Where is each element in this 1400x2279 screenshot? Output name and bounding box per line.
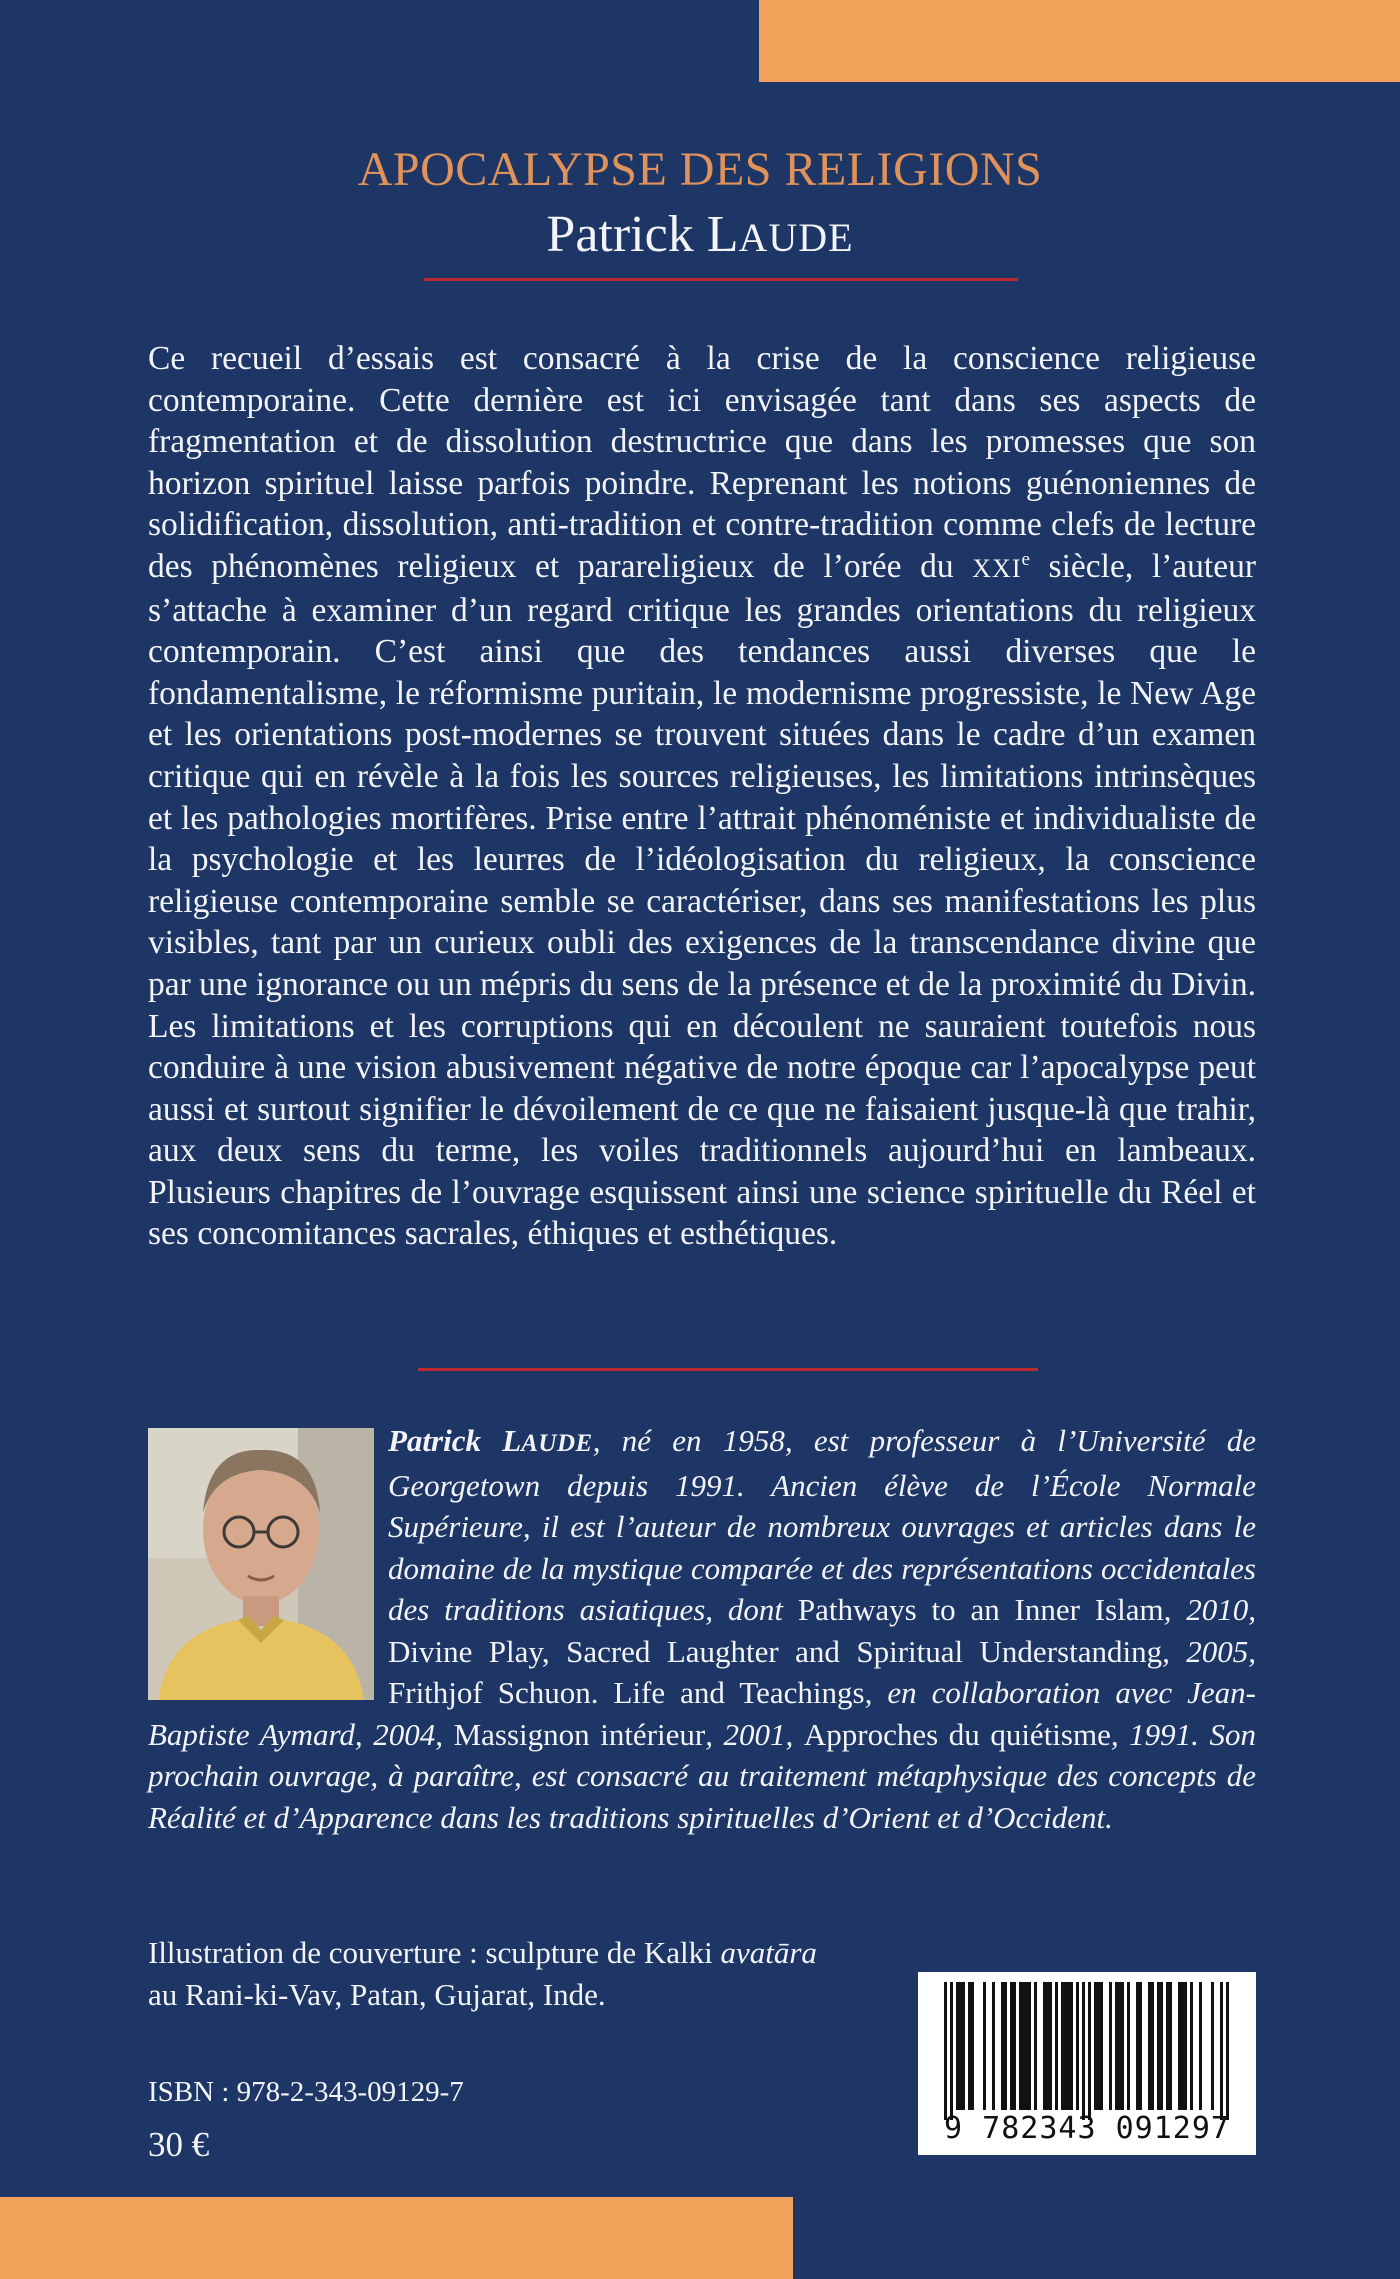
barcode-bar xyxy=(1139,1982,1142,2110)
barcode-bar xyxy=(1064,1982,1067,2110)
barcode-bar xyxy=(1046,1982,1049,2110)
summary-part2: siècle, l’auteur s’attache à examiner d’un regard critique les grandes orientations du religieux contemporain. C’est ainsi que des tendances aussi diverses que le fondamentalisme, le réformisme puritain, le modernisme progressiste, le New Age et les orientations post-modernes se trouvent situées dans le cadre d’un examen critique qui en révèle à la fois les sources religieuses, les limitations intrinsèques et les pathologies mortifères. Prise entre l’attrait phénoméniste et individualiste de la psychologie et les leurres de l’idéologisation du religieux, la conscience religieuse contemporaine semble se caractériser, dans ses manifestations les plus visibles, tant par un curieux oubli des exigences de la transcendance divine que par une ignorance ou un mépris du sens de la présence et de la proximité du Divin. Les limitations et les corruptions qui en découlent ne sauraient toutefois nous conduire à une vision abusivement négative de notre époque car l’apocalypse peut aussi et surtout signifier le dévoilement de ce que ne faisaient jusque-là que trahir, aux deux sens du terme, les voiles traditionnels aujourd’hui en lambeaux. Plusieurs chapitres de l’ouvrage esquissent ainsi une science spirituelle du Réel et ses concomitances sacrales, éthiques et esthétiques. xyxy=(148,547,1256,1253)
barcode-bar xyxy=(1067,1982,1070,2110)
barcode-bar xyxy=(944,1982,947,2120)
barcode-bar xyxy=(1070,1982,1073,2110)
bio-book-3: Frithjof Schuon. Life and Teachings xyxy=(388,1675,865,1710)
barcode-bar xyxy=(1160,1982,1163,2110)
author-last-initial: L xyxy=(706,206,739,263)
barcode xyxy=(918,1972,1256,2155)
illustration-italic-word: avatāra xyxy=(720,1935,817,1970)
illustration-prefix: Illustration de couverture : sculpture de Kalki xyxy=(148,1935,721,1970)
barcode-bar xyxy=(1076,1982,1079,2110)
bio-text-4: , en collaboration avec Jean-Baptiste Aymard, 2004, xyxy=(148,1675,1256,1752)
bottom-accent-band xyxy=(0,2197,793,2279)
barcode-digits: 9 782343 091297 xyxy=(944,2111,1230,2146)
barcode-bar xyxy=(1118,1982,1121,2110)
book-author xyxy=(0,205,1400,268)
bio-name-first: Patrick L xyxy=(388,1423,522,1458)
divider-top xyxy=(424,278,1018,281)
bio-author-name xyxy=(388,1423,593,1458)
barcode-bar xyxy=(1100,1982,1103,2110)
barcode-bar xyxy=(1181,1982,1184,2110)
barcode-bar xyxy=(1220,1982,1223,2120)
barcode-bar xyxy=(1226,1982,1229,2120)
author-last-rest: AUDE xyxy=(738,215,854,260)
barcode-bar xyxy=(1088,1982,1091,2120)
price: 30 € xyxy=(148,2125,210,2164)
barcode-bar xyxy=(1199,1982,1202,2110)
barcode-bar xyxy=(1028,1982,1031,2110)
cover-illustration-credit xyxy=(148,1932,1048,2015)
barcode-bar xyxy=(1004,1982,1007,2110)
author-bio xyxy=(148,1420,1256,1838)
barcode-bar xyxy=(950,1982,953,2120)
barcode-bar xyxy=(1019,1982,1022,2110)
bio-text-5: , 2001, xyxy=(705,1716,804,1752)
barcode-bar xyxy=(1184,1982,1187,2110)
bio-text-2: , 2010, xyxy=(1163,1592,1257,1627)
barcode-bar xyxy=(1136,1982,1139,2110)
top-accent-band xyxy=(759,0,1400,82)
barcode-bar xyxy=(1166,1982,1169,2110)
barcode-bar xyxy=(1025,1982,1028,2110)
barcode-bar xyxy=(1094,1982,1097,2110)
bio-book-2: Divine Play, Sacred Laughter and Spiritual Understanding xyxy=(388,1633,1163,1669)
barcode-bar xyxy=(983,1982,986,2110)
barcode-bar xyxy=(1049,1982,1052,2110)
barcode-bar xyxy=(1010,1982,1013,2110)
bio-text-6: , 1991. Son prochain ouvrage, à paraître, est consacré au traitement métaphysique des concepts de Réalité et d’Apparence dans les traditions spirituelles d’Orient et d’Occident. xyxy=(148,1716,1257,1835)
summary-century-sup: e xyxy=(1021,548,1030,570)
barcode-bar xyxy=(956,1982,959,2110)
barcode-bar xyxy=(1211,1982,1214,2110)
author-first: Patrick xyxy=(546,206,707,263)
barcode-bar xyxy=(1178,1982,1181,2110)
photo-wrap-space xyxy=(148,1420,388,1710)
barcode-bar xyxy=(1190,1982,1193,2110)
barcode-bar xyxy=(1034,1982,1037,2110)
divider-middle xyxy=(418,1368,1038,1371)
barcode-bar xyxy=(1115,1982,1118,2110)
book-title: APOCALYPSE DES RELIGIONS xyxy=(357,143,1043,196)
bio-book-5: Approches du quiétisme xyxy=(803,1716,1111,1752)
barcode-bar xyxy=(1157,1982,1160,2110)
barcode-bar xyxy=(1097,1982,1100,2110)
barcode-bar xyxy=(1169,1982,1172,2110)
bio-name-sc: AUDE xyxy=(521,1430,593,1457)
barcode-bar xyxy=(968,1982,971,2110)
barcode-bar xyxy=(1043,1982,1046,2110)
isbn: ISBN : 978-2-343-09129-7 xyxy=(148,2076,464,2108)
barcode-bar xyxy=(1022,1982,1025,2110)
bio-text-1: , né en 1958, est professeur à l’Université de Georgetown depuis 1991. Ancien élève de l’École Normale Supérieure, il est l’auteur de nombreux ouvrages et articles dans le domaine de la mystique comparée et des représentations occidentales des traditions asiatiques, dont xyxy=(388,1423,1256,1627)
barcode-bar xyxy=(1121,1982,1124,2110)
barcode-bar xyxy=(962,1982,965,2110)
barcode-bar xyxy=(992,1982,995,2110)
bio-book-1: Pathways to an Inner Islam xyxy=(797,1592,1164,1627)
barcode-bar xyxy=(1061,1982,1064,2110)
barcode-bar xyxy=(1127,1982,1130,2110)
barcode-bar xyxy=(1151,1982,1154,2110)
illustration-suffix: au Rani-ki-Vav, Patan, Gujarat, Inde. xyxy=(148,1976,606,2012)
bio-text-3: , 2005, xyxy=(1162,1633,1257,1669)
barcode-bar xyxy=(1013,1982,1016,2110)
barcode-bar xyxy=(1109,1982,1112,2110)
barcode-bar xyxy=(959,1982,962,2110)
summary-part1: Ce recueil d’essais est consacré à la crise de la conscience religieuse contemporaine. Cette dernière est ici envisagée tant dans ses aspects de fragmentation et de dissolution destructrice que dans les promesses que son horizon spirituel laisse parfois poindre. Reprenant les notions guénoniennes de solidification, dissolution, anti-tradition et contre-tradition comme clefs de lecture des phénomènes religieux et parareligieux de l’orée du xyxy=(148,340,1256,585)
barcode-bar xyxy=(1148,1982,1151,2110)
summary-century: XXI xyxy=(972,553,1022,583)
bio-book-4: Massignon intérieur xyxy=(453,1716,706,1752)
barcode-bar xyxy=(1001,1982,1004,2110)
barcode-bar xyxy=(1055,1982,1058,2110)
summary-text xyxy=(148,338,1256,1255)
barcode-bar xyxy=(971,1982,974,2110)
barcode-bar xyxy=(1082,1982,1085,2120)
